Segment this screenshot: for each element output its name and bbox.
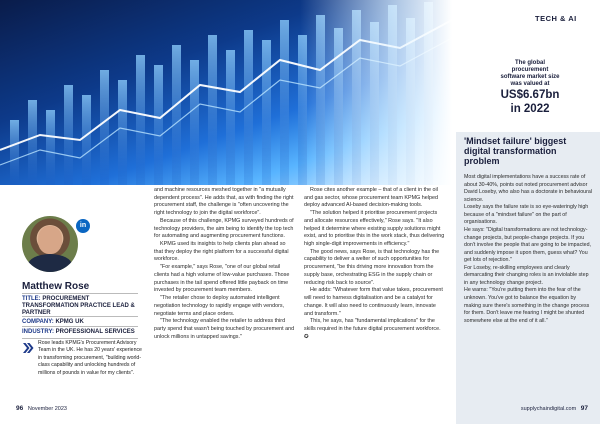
title-value: PROCUREMENT TRANSFORMATION PRACTICE LEAD & PARTNER — [22, 296, 135, 317]
sidebar-paragraph: For Loseby, re-skilling employees and clearly demarcating their changing roles is an inviolable step in any technology change project. — [464, 264, 589, 286]
paragraph: "The technology enabled the retailer to address third party spend that wasn't being touched by procurement and unlock millions in untapped savings." — [154, 318, 295, 340]
sidebar-paragraph: He warns: "You're putting them into the fear of the unknown. You've got to balance the equation by making sure there's something in the change process for them. Don't leave me fearing I might be shunted somewhere else at the end of it all." — [464, 287, 590, 324]
paragraph: KPMG used its insights to help clients plan ahead so that they deploy the right platform for a successful digital workforce. — [154, 241, 289, 263]
linkedin-icon[interactable]: in — [76, 219, 90, 233]
profile-title — [22, 293, 138, 318]
footer-left — [16, 405, 67, 412]
sidebar-paragraph: He says: "Digital transformations are not technology-change projects, but people-change projects. If you don't involve the people that are going to be impacted, and suddenly impose it upon them, guess what? You get lots of rejection." — [464, 226, 592, 264]
section-tag: TECH & AI — [535, 14, 577, 23]
double-chevron-icon — [22, 342, 34, 354]
body-column-1 — [154, 187, 296, 341]
sidebar-paragraph: Most digital implementations have a success rate of about 30-40%, points out noted procurement advisor David Loseby, who also has a doctorate in behavioural science. — [464, 174, 592, 203]
page-number-left: 96 — [16, 405, 24, 412]
paragraph: "The retailer chose to deploy automated intelligent negotiation technology to rapidly engage with vendors, negotiate terms and place orders. — [154, 295, 285, 317]
paragraph: and machine resources meshed together in "a mutually dependent process". He adds that, as with finding the right procurement staff, the challenge is "often uncovering the right technology to join the digital workforce". — [154, 187, 294, 217]
paragraph: The good news, says Rose, is that technology has the capability to deliver a welter of such opportunities for procurement, "be this driving more innovation from the supply base, orchestrating ESG in the supply chain or reducing risk back to source". — [304, 248, 440, 286]
hero-stat-caption — [468, 60, 592, 116]
title-label: TITLE: — [22, 296, 41, 302]
profile-bio: Rose leads KPMG's Procurement Advisory Team in the UK. He has 20 years' experience in transforming procurement, "building world-class capability and unlocking hundreds of millions of pounds in value for my clients". — [38, 340, 142, 376]
caption-line: The global — [515, 60, 545, 66]
caption-line: was valued at — [510, 80, 550, 87]
paragraph: Because of this challenge, KPMG surveyed hundreds of technology providers, the aim being to identify the top tech for automating and augmenting procurement functions. — [154, 217, 294, 240]
site-url[interactable]: supplychaindigital.com — [520, 406, 577, 412]
footer-right — [521, 405, 588, 412]
profile-industry — [22, 326, 138, 339]
paragraph: He adds: "Whatever form that value takes, procurement will need to harness digitalisation and be a catalyst for change. It will also need to continuously learn, innovate and transform." — [304, 287, 443, 317]
caption-line: software market size — [500, 73, 560, 80]
caption-line: procurement — [511, 66, 549, 73]
issue-date: November 2023 — [27, 406, 67, 412]
avatar-shirt — [28, 254, 72, 272]
sidebar-title: 'Mindset failure' biggest digital transformation problem — [464, 136, 567, 166]
paragraph: This, he says, has "fundamental implications" for the skills required in the future digital procurement workforce. ✪ — [304, 318, 441, 340]
paragraph: Rose cites another example – that of a client in the oil and gas sector, whose procurement team KPMG helped deploy advanced AI-based decision-making tools. — [304, 187, 438, 209]
page-number-right: 97 — [580, 405, 588, 412]
body-column-2 — [304, 187, 446, 341]
caption-year: in 2022 — [510, 102, 550, 115]
profile-company — [22, 316, 138, 326]
sidebar-body — [464, 174, 592, 325]
paragraph: "For example," says Rose, "one of our global retail clients had a high volume of low-value purchases. Those purchases in the tail spend offered little payback on time invested by procurement team members. — [154, 264, 290, 294]
paragraph: "The solution helped it prioritise procurement projects and allocate resources effectively," Rose says. "It also helped it determine where existing supply solutions might exist, and to prioritise this in the work stack, thus delivering high single-digit improvements in efficiency." — [304, 210, 445, 248]
industry-label: INDUSTRY: — [22, 329, 54, 335]
sidebar-paragraph: Loseby says the failure rate is so eye-wateringly high because of a "mindset failure" on the part of organisations. — [464, 204, 589, 226]
company-label: COMPANY: — [22, 319, 54, 325]
bar-chart-graphic — [0, 0, 452, 185]
avatar — [22, 216, 78, 272]
industry-value: PROFESSIONAL SERVICES — [55, 329, 135, 335]
profile-name: Matthew Rose — [22, 281, 90, 292]
avatar-face — [38, 226, 62, 254]
caption-value: US$6.67bn — [500, 88, 560, 101]
hero-image — [0, 0, 452, 185]
company-value: KPMG UK — [55, 319, 84, 325]
